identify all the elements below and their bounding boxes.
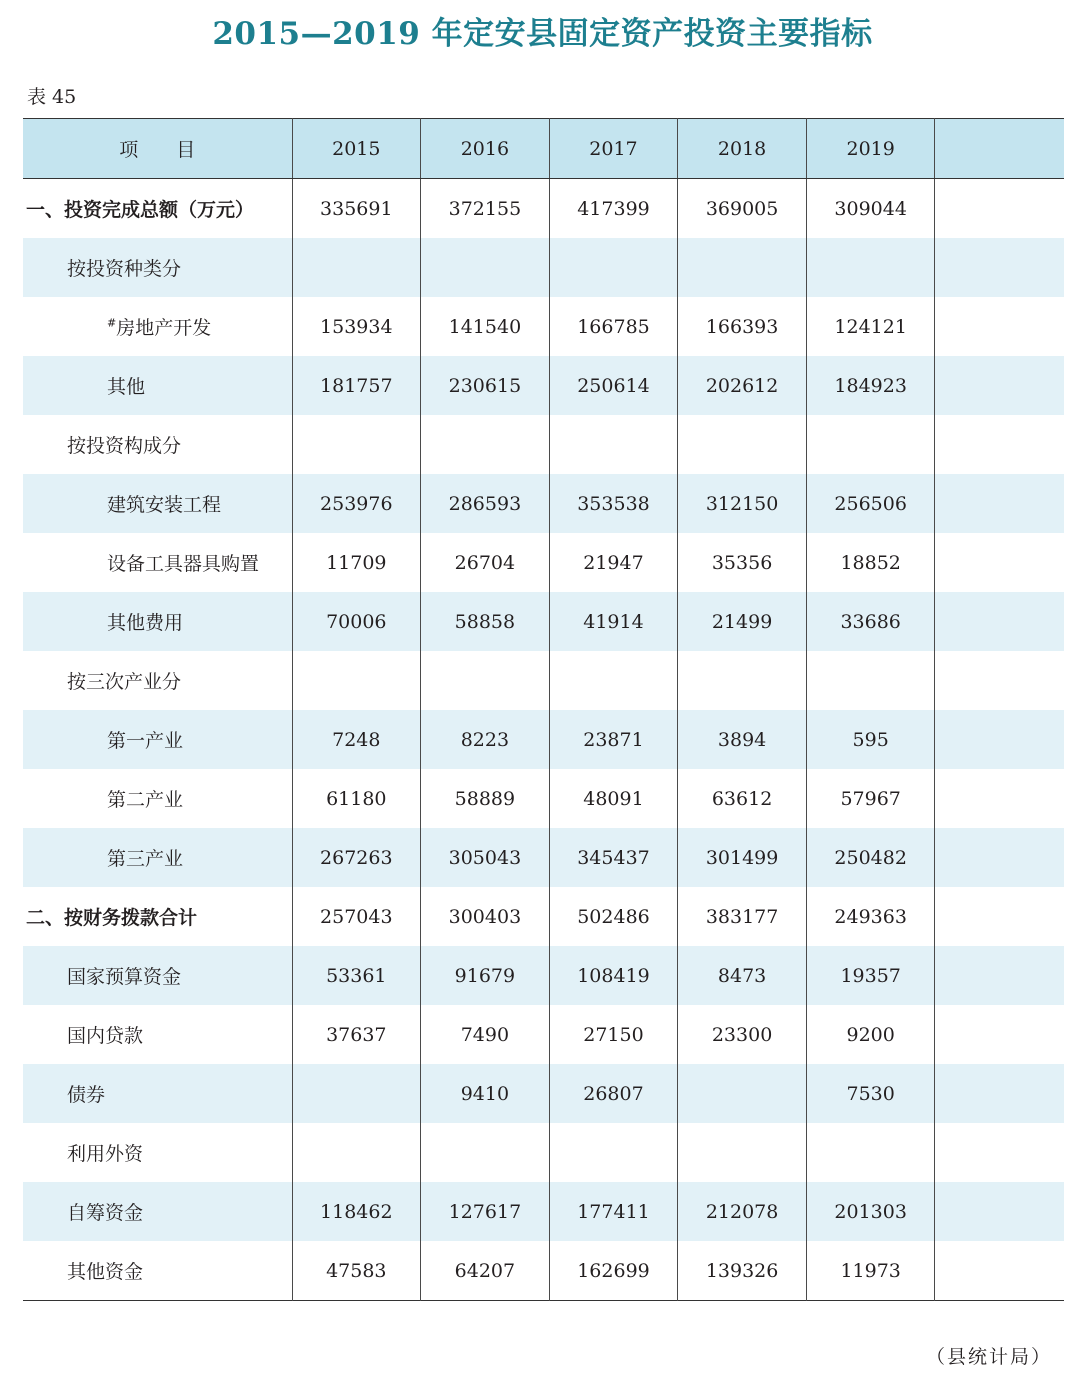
cell-value-2019: 57967 xyxy=(806,769,935,828)
cell-value-2015: 11709 xyxy=(292,533,421,592)
table-row xyxy=(23,1241,1064,1301)
row-label xyxy=(23,1241,292,1301)
row-label xyxy=(23,769,292,828)
cell-blank xyxy=(935,1182,1064,1241)
cell-value-2017: 166785 xyxy=(549,297,678,356)
cell-value-2015: 253976 xyxy=(292,474,421,533)
cell-value-2018: 212078 xyxy=(678,1182,807,1241)
row-label xyxy=(23,710,292,769)
cell-value-2016: 91679 xyxy=(421,946,550,1005)
cell-value-2015: 7248 xyxy=(292,710,421,769)
table-row xyxy=(23,1123,1064,1182)
cell-value-2016: 8223 xyxy=(421,710,550,769)
table-row xyxy=(23,1182,1064,1241)
cell-value-2018: 3894 xyxy=(678,710,807,769)
cell-value-2018 xyxy=(678,1123,807,1182)
cell-value-2018: 383177 xyxy=(678,887,807,946)
row-label xyxy=(23,592,292,651)
cell-value-2015 xyxy=(292,1123,421,1182)
cell-blank xyxy=(935,651,1064,710)
cell-value-2019 xyxy=(806,1123,935,1182)
cell-value-2016: 58889 xyxy=(421,769,550,828)
cell-value-2017 xyxy=(549,415,678,474)
row-label xyxy=(23,1064,292,1123)
cell-value-2016: 230615 xyxy=(421,356,550,415)
cell-value-2017 xyxy=(549,238,678,297)
cell-blank xyxy=(935,769,1064,828)
row-label xyxy=(23,887,292,946)
cell-value-2018: 312150 xyxy=(678,474,807,533)
row-label xyxy=(23,1182,292,1241)
table-row xyxy=(23,828,1064,887)
cell-blank xyxy=(935,592,1064,651)
cell-value-2018: 139326 xyxy=(678,1241,807,1301)
row-label xyxy=(23,179,292,239)
cell-value-2019: 9200 xyxy=(806,1005,935,1064)
column-header-2018: 2018 xyxy=(678,119,807,179)
cell-value-2018 xyxy=(678,651,807,710)
cell-value-2015: 47583 xyxy=(292,1241,421,1301)
table-row xyxy=(23,710,1064,769)
cell-value-2018: 8473 xyxy=(678,946,807,1005)
cell-value-2015 xyxy=(292,238,421,297)
row-label-text: 按投资构成分 xyxy=(67,435,182,457)
cell-value-2016: 286593 xyxy=(421,474,550,533)
column-header-item-part2: 目 xyxy=(176,139,196,161)
cell-value-2019 xyxy=(806,651,935,710)
cell-value-2016 xyxy=(421,238,550,297)
table-row xyxy=(23,415,1064,474)
cell-value-2015 xyxy=(292,651,421,710)
cell-value-2019: 18852 xyxy=(806,533,935,592)
row-label xyxy=(23,297,292,356)
row-label xyxy=(23,238,292,297)
column-header-2019: 2019 xyxy=(806,119,935,179)
cell-blank xyxy=(935,1005,1064,1064)
row-label-text: 按投资种类分 xyxy=(67,258,182,280)
cell-value-2016 xyxy=(421,415,550,474)
row-label-text: 房地产开发 xyxy=(116,317,212,339)
row-label-text: 按三次产业分 xyxy=(67,671,182,693)
row-label xyxy=(23,474,292,533)
cell-value-2019: 11973 xyxy=(806,1241,935,1301)
cell-blank xyxy=(935,415,1064,474)
cell-blank xyxy=(935,946,1064,1005)
table-row xyxy=(23,887,1064,946)
page-title: 2015—2019 年定安县固定资产投资主要指标 xyxy=(212,16,873,52)
row-label-text: 国内贷款 xyxy=(67,1025,144,1047)
cell-value-2019: 19357 xyxy=(806,946,935,1005)
cell-value-2017: 27150 xyxy=(549,1005,678,1064)
cell-value-2017 xyxy=(549,651,678,710)
cell-value-2017: 48091 xyxy=(549,769,678,828)
row-label-text: 其他费用 xyxy=(107,612,184,634)
cell-value-2016: 7490 xyxy=(421,1005,550,1064)
row-label-text: 第二产业 xyxy=(107,789,184,811)
cell-value-2019 xyxy=(806,238,935,297)
cell-value-2015: 257043 xyxy=(292,887,421,946)
cell-value-2015: 267263 xyxy=(292,828,421,887)
cell-value-2019: 256506 xyxy=(806,474,935,533)
table-row xyxy=(23,1064,1064,1123)
cell-value-2016: 9410 xyxy=(421,1064,550,1123)
cell-value-2019: 124121 xyxy=(806,297,935,356)
cell-value-2016: 300403 xyxy=(421,887,550,946)
cell-blank xyxy=(935,1123,1064,1182)
table-header-row xyxy=(23,119,1064,179)
cell-blank xyxy=(935,1064,1064,1123)
row-label-text: 第三产业 xyxy=(107,848,184,870)
cell-value-2015: 335691 xyxy=(292,179,421,239)
cell-blank xyxy=(935,474,1064,533)
cell-blank xyxy=(935,1241,1064,1301)
cell-value-2019: 249363 xyxy=(806,887,935,946)
cell-value-2015: 153934 xyxy=(292,297,421,356)
cell-blank xyxy=(935,828,1064,887)
column-header-2017: 2017 xyxy=(549,119,678,179)
cell-value-2018 xyxy=(678,415,807,474)
column-header-2015: 2015 xyxy=(292,119,421,179)
cell-value-2019: 595 xyxy=(806,710,935,769)
cell-value-2019: 250482 xyxy=(806,828,935,887)
row-label-text: 债券 xyxy=(67,1084,106,1106)
cell-value-2015: 37637 xyxy=(292,1005,421,1064)
cell-value-2017: 108419 xyxy=(549,946,678,1005)
cell-value-2016: 141540 xyxy=(421,297,550,356)
cell-value-2018: 63612 xyxy=(678,769,807,828)
cell-value-2017: 41914 xyxy=(549,592,678,651)
row-label-text: 第一产业 xyxy=(107,730,184,752)
row-label-text: 一、投资完成总额（万元） xyxy=(26,199,255,221)
cell-blank xyxy=(935,356,1064,415)
statistics-table xyxy=(23,118,1064,1301)
table-row xyxy=(23,946,1064,1005)
row-label-text: 国家预算资金 xyxy=(67,966,182,988)
cell-blank xyxy=(935,179,1064,239)
cell-value-2015: 181757 xyxy=(292,356,421,415)
cell-value-2018: 301499 xyxy=(678,828,807,887)
row-label-text: 其他 xyxy=(107,376,146,398)
cell-value-2016: 305043 xyxy=(421,828,550,887)
row-label xyxy=(23,828,292,887)
cell-value-2015: 70006 xyxy=(292,592,421,651)
cell-value-2015: 61180 xyxy=(292,769,421,828)
table-row xyxy=(23,238,1064,297)
cell-value-2016: 372155 xyxy=(421,179,550,239)
cell-value-2017: 250614 xyxy=(549,356,678,415)
cell-value-2019: 201303 xyxy=(806,1182,935,1241)
row-label xyxy=(23,356,292,415)
table-body xyxy=(23,179,1064,1301)
cell-value-2017: 417399 xyxy=(549,179,678,239)
cell-value-2017: 26807 xyxy=(549,1064,678,1123)
cell-value-2016: 64207 xyxy=(421,1241,550,1301)
cell-value-2016 xyxy=(421,1123,550,1182)
cell-value-2018: 369005 xyxy=(678,179,807,239)
cell-value-2017: 345437 xyxy=(549,828,678,887)
cell-value-2015 xyxy=(292,1064,421,1123)
cell-value-2017: 23871 xyxy=(549,710,678,769)
column-header-blank xyxy=(935,119,1064,179)
cell-value-2016: 58858 xyxy=(421,592,550,651)
table-row xyxy=(23,651,1064,710)
cell-blank xyxy=(935,710,1064,769)
cell-value-2019: 7530 xyxy=(806,1064,935,1123)
cell-value-2017: 353538 xyxy=(549,474,678,533)
cell-value-2019: 184923 xyxy=(806,356,935,415)
table-row xyxy=(23,769,1064,828)
row-label-text: 二、按财务拨款合计 xyxy=(26,907,198,929)
row-label-text: 利用外资 xyxy=(67,1143,144,1165)
row-label xyxy=(23,1005,292,1064)
cell-value-2019: 309044 xyxy=(806,179,935,239)
cell-value-2018: 35356 xyxy=(678,533,807,592)
column-header-2016: 2016 xyxy=(421,119,550,179)
cell-value-2017 xyxy=(549,1123,678,1182)
row-label-text: 自筹资金 xyxy=(67,1202,144,1224)
cell-blank xyxy=(935,297,1064,356)
cell-value-2017: 177411 xyxy=(549,1182,678,1241)
cell-value-2016: 26704 xyxy=(421,533,550,592)
table-row xyxy=(23,533,1064,592)
cell-value-2018: 202612 xyxy=(678,356,807,415)
cell-value-2015 xyxy=(292,415,421,474)
cell-value-2015: 118462 xyxy=(292,1182,421,1241)
cell-value-2018: 21499 xyxy=(678,592,807,651)
cell-blank xyxy=(935,887,1064,946)
cell-value-2017: 162699 xyxy=(549,1241,678,1301)
row-label-text: 建筑安装工程 xyxy=(107,494,222,516)
row-label-text: 其他资金 xyxy=(67,1261,144,1283)
row-label xyxy=(23,533,292,592)
cell-blank xyxy=(935,533,1064,592)
table-row xyxy=(23,1005,1064,1064)
table-number: 表 45 xyxy=(27,86,77,108)
row-label xyxy=(23,1123,292,1182)
row-label-mark: # xyxy=(107,316,117,330)
cell-value-2015: 53361 xyxy=(292,946,421,1005)
source-note: （县统计局） xyxy=(925,1346,1052,1368)
row-label xyxy=(23,651,292,710)
column-header-item-part1: 项 xyxy=(119,139,139,161)
cell-value-2018: 23300 xyxy=(678,1005,807,1064)
table-row xyxy=(23,356,1064,415)
table-row xyxy=(23,474,1064,533)
cell-value-2017: 502486 xyxy=(549,887,678,946)
cell-value-2019 xyxy=(806,415,935,474)
cell-value-2018 xyxy=(678,1064,807,1123)
table-row xyxy=(23,592,1064,651)
cell-value-2018: 166393 xyxy=(678,297,807,356)
column-header-item xyxy=(23,119,292,179)
cell-value-2016 xyxy=(421,651,550,710)
row-label xyxy=(23,415,292,474)
row-label xyxy=(23,946,292,1005)
row-label-text: 设备工具器具购置 xyxy=(107,553,260,575)
cell-value-2018 xyxy=(678,238,807,297)
cell-value-2016: 127617 xyxy=(421,1182,550,1241)
table-row xyxy=(23,179,1064,239)
cell-value-2019: 33686 xyxy=(806,592,935,651)
table-row xyxy=(23,297,1064,356)
cell-value-2017: 21947 xyxy=(549,533,678,592)
cell-blank xyxy=(935,238,1064,297)
